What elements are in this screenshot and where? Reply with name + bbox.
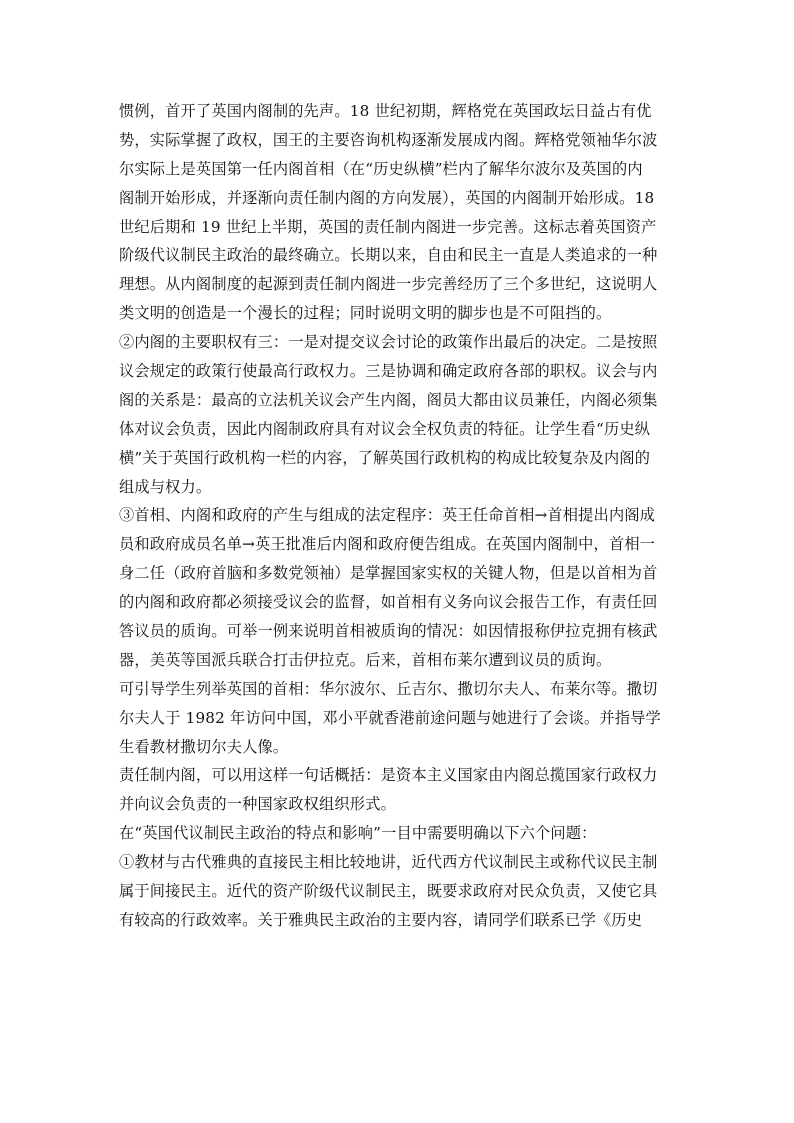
- text-line: 身二任（政府首脑和多数党领袖）是掌握国家实权的关键人物，但是以首相为首: [119, 564, 658, 583]
- body-text: [119, 97, 679, 935]
- text-line: 并向议会负责的一种国家政权组织形式。: [119, 795, 396, 814]
- text-line: 阁的关系是：最高的立法机关议会产生内阁，阁员大都由议员兼任，内阁必须集: [119, 390, 658, 409]
- text-line: ③首相、内阁和政府的产生与组成的法定程序：英王任命首相→首相提出内阁成: [119, 506, 656, 525]
- text-line: 器，美英等国派兵联合打击伊拉克。后来，首相布莱尔遭到议员的质询。: [119, 650, 612, 669]
- text-line: 责任制内阁，可以用这样一句话概括：是资本主义国家由内阁总揽国家行政权力: [119, 766, 658, 785]
- text-line: 横”关于英国行政机构一栏的内容，了解英国行政机构的构成比较复杂及内阁的: [119, 448, 651, 467]
- text-line: 属于间接民主。近代的资产阶级代议制民主，既要求政府对民众负责，又使它具: [119, 882, 658, 901]
- text-line: 生看教材撒切尔夫人像。: [119, 737, 289, 756]
- text-line: 阁制开始形成，并逐渐向责任制内阁的方向发展），英国的内阁制开始形成。18: [119, 188, 655, 207]
- text-line: 惯例，首开了英国内阁制的先声。18 世纪初期，辉格党在英国政坛日益占有优: [119, 102, 652, 120]
- text-line: 组成与权力。: [119, 477, 212, 496]
- text-line: 答议员的质询。可举一例来说明首相被质询的情况：如因情报称伊拉克拥有核武: [119, 622, 658, 641]
- text-line: 可引导学生列举英国的首相：华尔波尔、丘吉尔、撒切尔夫人、布莱尔等。撒切: [119, 679, 658, 698]
- text-line: 员和政府成员名单→英王批准后内阁和政府便告组成。在英国内阁制中，首相一: [119, 535, 656, 554]
- text-line: 议会规定的政策行使最高行政权力。三是协调和确定政府各部的职权。议会与内: [119, 362, 658, 381]
- text-line: 世纪后期和 19 世纪上半期，英国的责任制内阁进一步完善。这标志着英国资产: [119, 217, 657, 236]
- text-line: 有较高的行政效率。关于雅典民主政治的主要内容，请同学们联系已学《历史: [119, 910, 643, 929]
- text-line: ①教材与古代雅典的直接民主相比较地讲，近代西方代议制民主或称代议民主制: [119, 853, 658, 872]
- text-line: 尔实际上是英国第一任内阁首相（在“历史纵横”栏内了解华尔波尔及英国的内: [119, 159, 643, 178]
- text-line: ②内阁的主要职权有三：一是对提交议会讨论的政策作出最后的决定。二是按照: [119, 333, 658, 352]
- text-line: 在“英国代议制民主政治的特点和影响”一目中需要明确以下六个问题：: [119, 824, 597, 843]
- text-line: 势，实际掌握了政权，国王的主要咨询机构逐渐发展成内阁。辉格党领袖华尔波: [119, 130, 658, 149]
- text-line: 类文明的创造是一个漫长的过程；同时说明文明的脚步也是不可阻挡的。: [119, 304, 612, 323]
- text-line: 体对议会负责，因此内阁制政府具有对议会全权负责的特征。让学生看“历史纵: [119, 419, 651, 438]
- text-line: 阶级代议制民主政治的最终确立。长期以来，自由和民主一直是人类追求的一种: [119, 246, 658, 265]
- text-line: 的内阁和政府都必须接受议会的监督，如首相有义务向议会报告工作，有责任回: [119, 593, 658, 612]
- text-line: 尔夫人于 1982 年访问中国，邓小平就香港前途问题与她进行了会谈。并指导学: [119, 708, 661, 727]
- text-line: 理想。从内阁制度的起源到责任制内阁进一步完善经历了三个多世纪，这说明人: [119, 275, 658, 294]
